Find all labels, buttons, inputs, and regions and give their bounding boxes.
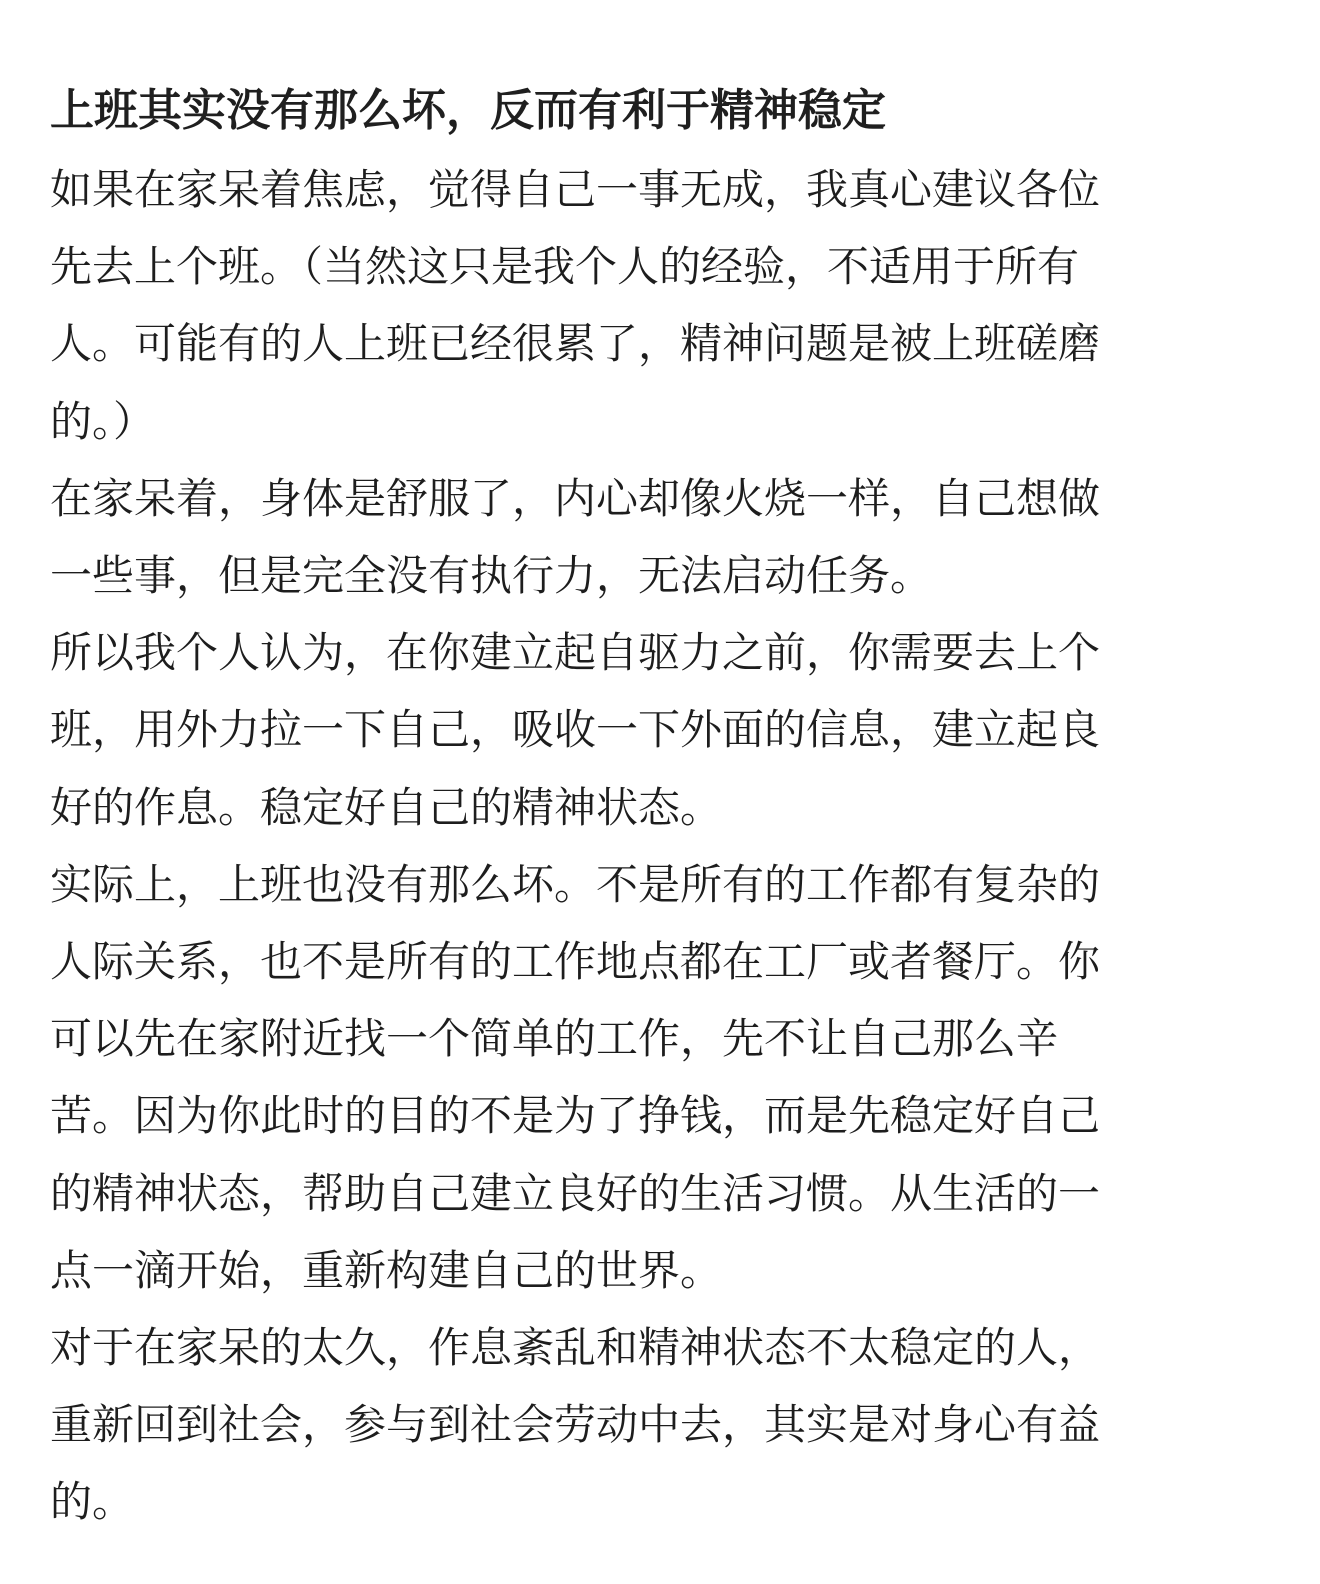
article-line: 苦。因为你此时的目的不是为了挣钱，而是先稳定好自己: [50, 1091, 1101, 1141]
article-line: 的。: [50, 1477, 135, 1527]
article-line: 如果在家呆着焦虑，觉得自己一事无成，我真心建议各位: [50, 165, 1101, 214]
article-line: 重新回到社会，参与到社会劳动中去，其实是对身心有益: [50, 1400, 1101, 1450]
article-line: 可以先在家附近找一个简单的工作，先不让自己那么辛: [50, 1014, 1059, 1064]
article-line: 对于在家呆的太久，作息紊乱和精神状态不太稳定的人，: [50, 1323, 1101, 1373]
article-line: 人际关系，也不是所有的工作地点都在工厂或者餐厅。你: [50, 937, 1101, 987]
article-line: 实际上，上班也没有那么坏。不是所有的工作都有复杂的: [50, 859, 1101, 909]
article-line: 的。）: [50, 396, 156, 446]
article-body: [50, 151, 1260, 1541]
article-line: 先去上个班。（当然这只是我个人的经验，不适用于所有: [50, 242, 1080, 292]
article-title: 上班其实没有那么坏，反而有利于精神稳定: [50, 85, 886, 136]
article-line: 所以我个人认为，在你建立起自驱力之前，你需要去上个: [50, 628, 1101, 678]
article-line: 好的作息。稳定好自己的精神状态。: [50, 782, 723, 832]
article-line: 的精神状态，帮助自己建立良好的生活习惯。从生活的一: [50, 1168, 1101, 1218]
article-line: 在家呆着，身体是舒服了，内心却像火烧一样，自己想做: [50, 473, 1101, 523]
article-line: 一些事，但是完全没有执行力，无法启动任务。: [50, 551, 933, 601]
article-line: 点一滴开始，重新构建自己的世界。: [50, 1245, 723, 1295]
article-line: 人。可能有的人上班已经很累了，精神问题是被上班磋磨: [50, 319, 1101, 369]
article-line: 班，用外力拉一下自己，吸收一下外面的信息，建立起良: [50, 705, 1101, 755]
